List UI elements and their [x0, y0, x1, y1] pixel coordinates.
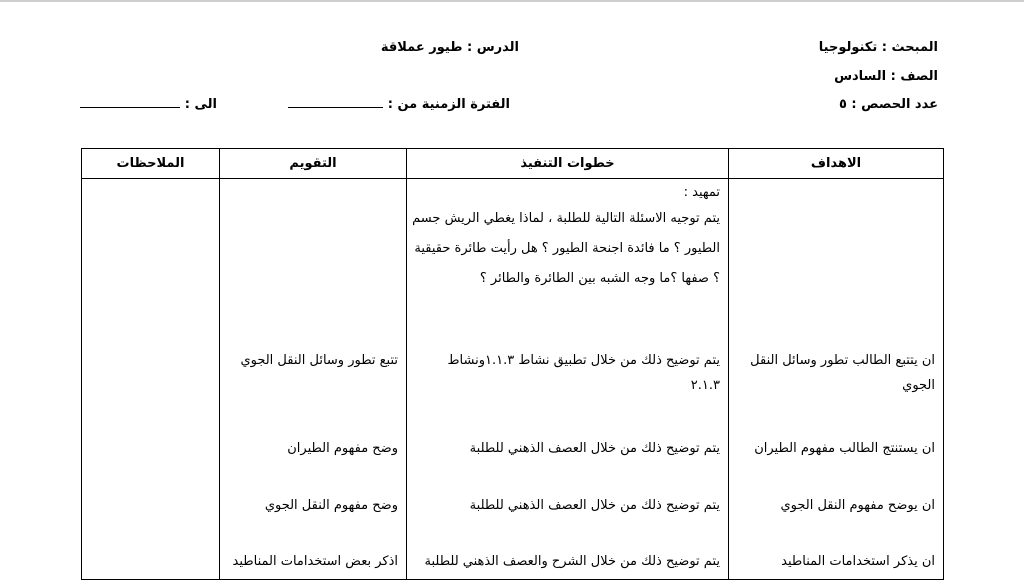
step-2: يتم توضيح ذلك من خلال العصف الذهني للطلبة	[469, 441, 720, 456]
steps-cell	[407, 179, 729, 580]
period-from-label: الفترة الزمنية من :	[387, 97, 510, 112]
evaluation-1: تتبع تطور وسائل النقل الجوي	[240, 353, 398, 368]
objectives-cell	[729, 179, 944, 580]
evaluation-3: وضح مفهوم النقل الجوي	[264, 498, 398, 513]
period-from-blank	[288, 97, 383, 108]
intro-line: ؟ صفها ؟ما وجه الشبه بين الطائرة والطائر ؟	[479, 271, 720, 286]
intro-title: تمهيد :	[683, 185, 720, 200]
step-3: يتم توضيح ذلك من خلال العصف الذهني للطلبة	[469, 498, 720, 513]
page-top-border	[0, 0, 1024, 2]
evaluation-2: وضح مفهوم الطيران	[287, 441, 398, 456]
table-body-row	[82, 179, 944, 580]
col-header-notes: الملاحظات	[82, 149, 220, 179]
period-to-field	[80, 97, 217, 112]
evaluation-cell	[220, 179, 407, 580]
intro-block	[412, 182, 720, 294]
lesson-title: الدرس : طيور عملاقة	[380, 40, 519, 55]
evaluation-4: اذكر بعض استخدامات المناطيد	[232, 554, 398, 569]
notes-cell	[82, 179, 220, 580]
step-1: يتم توضيح ذلك من خلال تطبيق نشاط ١.١.٣ونشاط ٢.١.٣	[447, 353, 720, 393]
period-to-label: الى :	[184, 97, 217, 112]
col-header-evaluation: التقويم	[220, 149, 407, 179]
objective-2: ان يستنتج الطالب مفهوم الطيران	[754, 441, 935, 456]
intro-line: الطيور ؟ ما فائدة اجنحة الطيور ؟ هل رأيت طائرة حقيقية	[414, 241, 720, 256]
lesson-plan-table	[81, 148, 944, 580]
objective-1: ان يتتبع الطالب تطور وسائل النقل الجوي	[750, 353, 935, 393]
objective-4: ان يذكر استخدامات المناطيد	[781, 554, 935, 569]
grade-label: الصف : السادس	[834, 69, 938, 84]
period-field	[288, 97, 510, 112]
intro-line: يتم توجيه الاسئلة التالية للطلبة ، لماذا يغطي الريش جسم	[412, 211, 720, 226]
subject-label: المبحث : تكنولوجيا	[818, 40, 938, 55]
col-header-objectives: الاهداف	[729, 149, 944, 179]
table-header-row	[82, 149, 944, 179]
sessions-label: عدد الحصص : ٥	[838, 97, 938, 112]
period-to-blank	[80, 97, 180, 108]
step-4: يتم توضيح ذلك من خلال الشرح والعصف الذهني للطلبة	[424, 554, 720, 569]
objective-3: ان يوضح مفهوم النقل الجوي	[780, 498, 935, 513]
col-header-steps: خطوات التنفيذ	[407, 149, 729, 179]
